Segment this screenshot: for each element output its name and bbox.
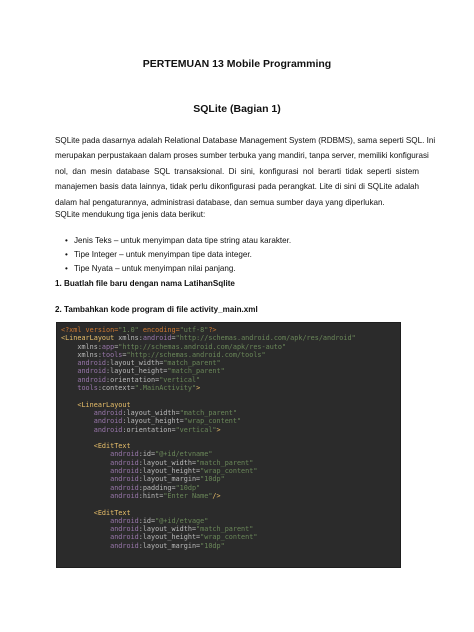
code-line bbox=[57, 467, 400, 475]
code-token: :context= bbox=[97, 384, 135, 393]
paragraph-line: dalam hal pengaturannya, administrasi database, dan semua sumber daya yang diperlukan. bbox=[55, 197, 385, 207]
code-line bbox=[57, 434, 400, 442]
code-line bbox=[57, 367, 400, 375]
list-item bbox=[55, 262, 291, 276]
list-item-text: Tipe Nyata – untuk menyimpan nilai panjang. bbox=[74, 264, 236, 273]
code-token: "match_parent" bbox=[196, 525, 254, 534]
code-token: "10dp" bbox=[200, 541, 225, 550]
code-token: :orientation= bbox=[122, 425, 176, 434]
data-types-list bbox=[55, 234, 291, 276]
code-token: :hint= bbox=[138, 491, 164, 500]
code-token: "wrap_content" bbox=[183, 417, 242, 426]
list-item bbox=[55, 248, 291, 262]
code-token: > bbox=[196, 384, 201, 393]
paragraph-line: merupakan perpustakaan dalam proses sumber terbuka yang mandiri, tanpa server, memiliki konfigurasi bbox=[55, 151, 429, 161]
bullet-icon: • bbox=[65, 236, 68, 245]
code-token: android bbox=[61, 417, 123, 426]
code-token: > bbox=[216, 425, 221, 434]
code-token: "match_parent" bbox=[196, 458, 254, 467]
code-line bbox=[57, 450, 400, 458]
code-token: /> bbox=[212, 491, 221, 500]
list-item-text: Jenis Teks – untuk menyimpan data tipe string atau karakter. bbox=[74, 236, 292, 245]
code-token: "utf-8" bbox=[179, 326, 209, 334]
code-token: :layout_margin= bbox=[138, 475, 201, 484]
code-token: "1.0" bbox=[118, 326, 139, 334]
code-token: "match_parent" bbox=[163, 359, 221, 368]
code-line bbox=[57, 343, 400, 351]
code-line bbox=[57, 426, 400, 434]
code-token: "wrap_content" bbox=[200, 467, 258, 476]
code-line bbox=[57, 401, 400, 409]
code-token: android bbox=[61, 483, 139, 492]
code-token: "http://schemas.android.com/tools" bbox=[126, 350, 266, 359]
code-line bbox=[57, 392, 400, 400]
code-token: :layout_width= bbox=[138, 458, 197, 467]
code-line bbox=[57, 475, 400, 483]
code-line bbox=[57, 376, 400, 384]
code-line bbox=[57, 500, 400, 508]
code-token: = bbox=[114, 342, 119, 351]
code-token: encoding= bbox=[138, 326, 180, 334]
code-token: :layout_width= bbox=[122, 408, 180, 417]
code-line bbox=[57, 409, 400, 417]
code-token: :layout_height= bbox=[138, 533, 201, 542]
list-item-text: Tipe Integer – untuk menyimpan tipe data integer. bbox=[74, 250, 252, 259]
list-item bbox=[55, 234, 291, 248]
code-token: "match_parent" bbox=[179, 408, 237, 417]
code-line bbox=[57, 384, 400, 392]
code-token: <EditText bbox=[61, 508, 131, 517]
code-line bbox=[57, 442, 400, 450]
code-line bbox=[57, 459, 400, 467]
code-token: xmlns: bbox=[61, 350, 102, 359]
code-token: android bbox=[61, 525, 139, 534]
code-token: android bbox=[61, 467, 139, 476]
code-token: android bbox=[61, 475, 139, 484]
code-token: xmlns: bbox=[61, 342, 102, 351]
code-line bbox=[57, 517, 400, 525]
code-token: android bbox=[61, 367, 107, 376]
code-token: :id= bbox=[138, 450, 156, 459]
code-line bbox=[57, 334, 400, 342]
code-line bbox=[57, 417, 400, 425]
code-token: :layout_height= bbox=[122, 417, 184, 426]
intro-paragraph bbox=[55, 133, 436, 210]
code-token: android bbox=[61, 458, 139, 467]
code-token: ".MainActivity" bbox=[134, 384, 197, 393]
code-token: = bbox=[171, 334, 176, 343]
code-token: <LinearLayout bbox=[61, 334, 119, 343]
code-line bbox=[57, 484, 400, 492]
code-token: "http://schemas.android.com/apk/res/android" bbox=[175, 334, 356, 343]
code-token: android bbox=[61, 408, 123, 417]
code-token: "Enter Name" bbox=[163, 491, 213, 500]
code-token: app bbox=[101, 342, 115, 351]
code-token: "vertical" bbox=[159, 375, 201, 384]
code-token: android bbox=[61, 533, 139, 542]
code-token: "@+id/etvage" bbox=[155, 516, 209, 525]
code-token: :id= bbox=[138, 516, 156, 525]
paragraph-line: manajemen basis data lainnya, tidak perlu dikonfigurasi pada perangkat. Lite di sini di SQLite adalah bbox=[55, 182, 419, 192]
code-token: = bbox=[122, 350, 127, 359]
code-token: :layout_width= bbox=[106, 359, 164, 368]
code-token: xmlns: bbox=[118, 334, 143, 343]
code-token: "match_parent" bbox=[167, 367, 225, 376]
code-token: <LinearLayout bbox=[61, 400, 131, 409]
code-token: android bbox=[61, 450, 139, 459]
code-line bbox=[57, 351, 400, 359]
code-token: :layout_height= bbox=[106, 367, 168, 376]
code-line bbox=[57, 533, 400, 541]
code-token: "10dp" bbox=[200, 475, 225, 484]
code-token: android bbox=[61, 541, 139, 550]
code-line bbox=[57, 509, 400, 517]
code-token: android bbox=[61, 491, 139, 500]
page-title: PERTEMUAN 13 Mobile Programming bbox=[142, 58, 332, 70]
step-1-heading: 1. Buatlah file baru dengan nama LatihanSqlite bbox=[55, 279, 235, 288]
code-line bbox=[57, 525, 400, 533]
code-token: android bbox=[61, 359, 107, 368]
code-token: android bbox=[61, 375, 107, 384]
code-token: tools bbox=[61, 384, 98, 393]
code-token: "wrap_content" bbox=[200, 533, 258, 542]
code-line bbox=[57, 492, 400, 500]
code-token: <?xml version= bbox=[61, 326, 119, 334]
code-token: android bbox=[61, 425, 123, 434]
paragraph-line: nol, dan mesin database SQL transaksional. Di sini, konfigurasi nol berarti tidak seperti sistem bbox=[55, 166, 419, 176]
code-token: android bbox=[61, 516, 139, 525]
code-token: <EditText bbox=[61, 442, 131, 451]
code-token: "@+id/etvname" bbox=[155, 450, 213, 459]
code-token: android bbox=[142, 334, 172, 343]
code-token: "10dp" bbox=[175, 483, 201, 492]
section-title: SQLite (Bagian 1) bbox=[193, 103, 281, 115]
code-token: "vertical" bbox=[175, 425, 217, 434]
bullet-icon: • bbox=[65, 264, 68, 273]
code-line bbox=[57, 326, 400, 334]
code-token: ?> bbox=[208, 326, 217, 334]
paragraph-line: SQLite pada dasarnya adalah Relational Database Management System (RDBMS), sama seperti SQL. Ini bbox=[55, 136, 436, 145]
code-line bbox=[57, 542, 400, 550]
code-token: tools bbox=[101, 350, 123, 359]
code-token: :layout_margin= bbox=[138, 541, 201, 550]
code-token: :layout_width= bbox=[138, 525, 197, 534]
code-line bbox=[57, 359, 400, 367]
bullet-icon: • bbox=[65, 250, 68, 259]
code-block bbox=[56, 322, 401, 568]
data-types-intro: SQLite mendukung tiga jenis data berikut: bbox=[55, 210, 206, 219]
code-token: :orientation= bbox=[106, 375, 160, 384]
step-2-heading: 2. Tambahkan kode program di file activity_main.xml bbox=[55, 305, 258, 314]
code-token: :padding= bbox=[138, 483, 176, 492]
code-token: "http://schemas.android.com/apk/res-auto" bbox=[118, 342, 287, 351]
code-token: :layout_height= bbox=[138, 467, 201, 476]
